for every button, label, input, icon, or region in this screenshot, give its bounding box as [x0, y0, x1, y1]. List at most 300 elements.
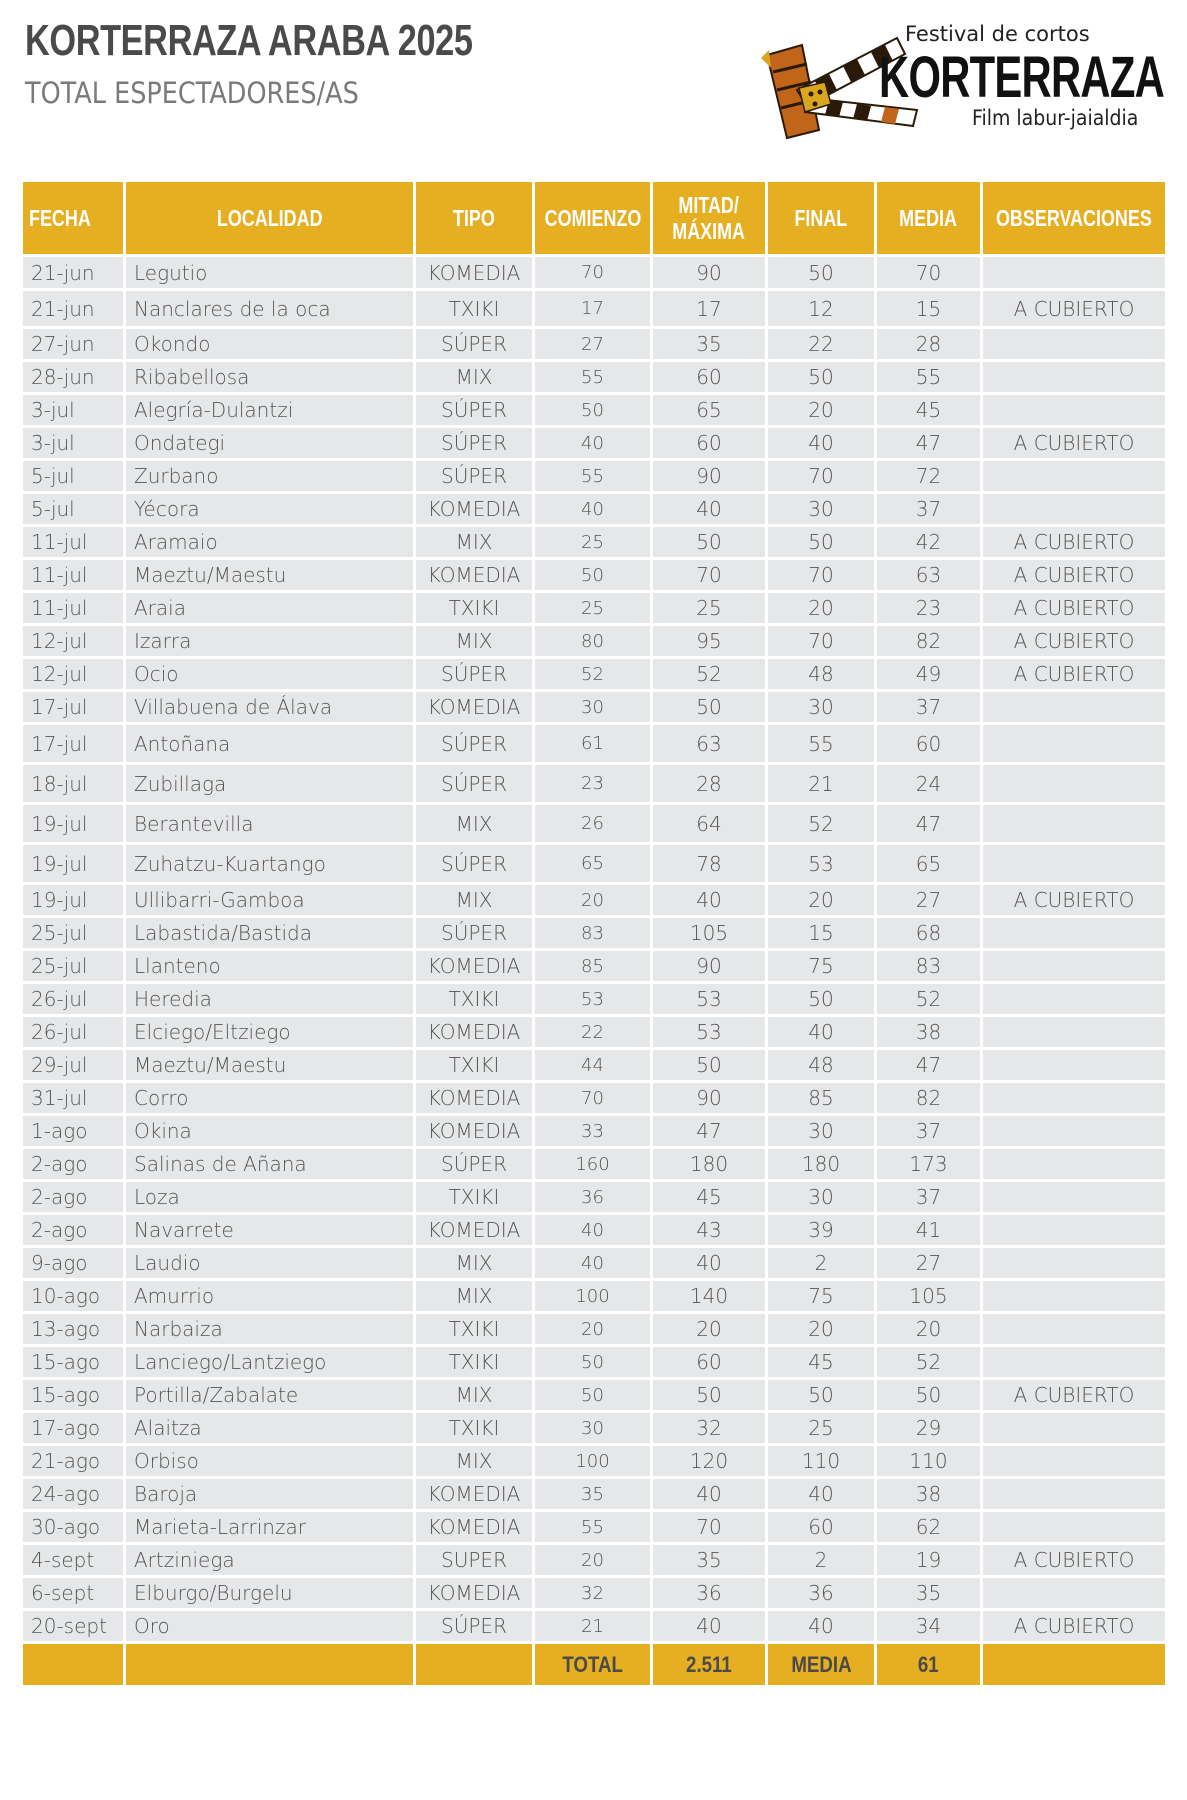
cell-final: 2	[768, 1545, 874, 1575]
cell-final: 30	[768, 692, 874, 722]
cell-tipo: SÚPER	[416, 461, 532, 491]
cell-localidad: Salinas de Añana	[126, 1149, 413, 1179]
cell-fecha: 12-jul	[23, 626, 123, 656]
cell-fecha: 21-jun	[23, 291, 123, 326]
cell-localidad: Labastida/Bastida	[126, 918, 413, 948]
cell-mitad-maxima: 43	[653, 1215, 765, 1245]
cell-comienzo: 36	[535, 1182, 650, 1212]
cell-media: 110	[877, 1446, 980, 1476]
cell-fecha: 18-jul	[23, 765, 123, 802]
cell-observaciones	[983, 845, 1165, 882]
cell-tipo: KOMEDIA	[416, 494, 532, 524]
cell-fecha: 26-jul	[23, 1017, 123, 1047]
cell-fecha: 6-sept	[23, 1578, 123, 1608]
cell-localidad: Villabuena de Álava	[126, 692, 413, 722]
cell-observaciones	[983, 329, 1165, 359]
cell-tipo: TXIKI	[416, 1413, 532, 1443]
cell-media: 55	[877, 362, 980, 392]
header-col-mitad-maxima	[653, 182, 765, 254]
cell-fecha: 15-ago	[23, 1380, 123, 1410]
footer-total-value	[653, 1644, 765, 1685]
cell-mitad-maxima: 90	[653, 951, 765, 981]
cell-comienzo: 23	[535, 765, 650, 802]
cell-mitad-maxima: 120	[653, 1446, 765, 1476]
cell-fecha: 24-ago	[23, 1479, 123, 1509]
cell-tipo: SÚPER	[416, 845, 532, 882]
cell-comienzo: 40	[535, 1215, 650, 1245]
cell-tipo: KOMEDIA	[416, 1083, 532, 1113]
cell-observaciones	[983, 765, 1165, 802]
cell-tipo: KOMEDIA	[416, 1215, 532, 1245]
logo-bottom-text: Film labur-jaialdia	[972, 106, 1139, 130]
cell-localidad: Legutio	[126, 257, 413, 288]
cell-tipo: TXIKI	[416, 1347, 532, 1377]
cell-observaciones: A CUBIERTO	[983, 626, 1165, 656]
cell-mitad-maxima: 60	[653, 1347, 765, 1377]
cell-tipo: TXIKI	[416, 291, 532, 326]
cell-comienzo: 52	[535, 659, 650, 689]
cell-localidad: Alegría-Dulantzi	[126, 395, 413, 425]
header-col-media	[877, 182, 980, 254]
cell-mitad-maxima: 70	[653, 560, 765, 590]
cell-observaciones	[983, 984, 1165, 1014]
cell-mitad-maxima: 47	[653, 1116, 765, 1146]
cell-media: 70	[877, 257, 980, 288]
logo-top-text: Festival de cortos	[905, 22, 1090, 46]
cell-comienzo: 50	[535, 560, 650, 590]
cell-localidad: Maeztu/Maestu	[126, 1050, 413, 1080]
cell-mitad-maxima: 52	[653, 659, 765, 689]
cell-fecha: 11-jul	[23, 560, 123, 590]
cell-fecha: 9-ago	[23, 1248, 123, 1278]
cell-media: 62	[877, 1512, 980, 1542]
cell-fecha: 12-jul	[23, 659, 123, 689]
cell-localidad: Zurbano	[126, 461, 413, 491]
cell-comienzo: 20	[535, 1545, 650, 1575]
header-label: TIPO	[453, 204, 495, 231]
cell-localidad: Corro	[126, 1083, 413, 1113]
cell-final: 70	[768, 626, 874, 656]
cell-final: 30	[768, 1116, 874, 1146]
cell-fecha: 10-ago	[23, 1281, 123, 1311]
cell-observaciones	[983, 1479, 1165, 1509]
cell-observaciones	[983, 1578, 1165, 1608]
cell-mitad-maxima: 35	[653, 329, 765, 359]
cell-media: 47	[877, 805, 980, 842]
cell-mitad-maxima: 95	[653, 626, 765, 656]
cell-tipo: MIX	[416, 805, 532, 842]
cell-mitad-maxima: 70	[653, 1512, 765, 1542]
cell-comienzo: 100	[535, 1446, 650, 1476]
cell-mitad-maxima: 50	[653, 692, 765, 722]
cell-final: 15	[768, 918, 874, 948]
cell-final: 48	[768, 659, 874, 689]
cell-fecha: 30-ago	[23, 1512, 123, 1542]
cell-comienzo: 32	[535, 1578, 650, 1608]
cell-tipo: KOMEDIA	[416, 1512, 532, 1542]
cell-mitad-maxima: 35	[653, 1545, 765, 1575]
cell-media: 23	[877, 593, 980, 623]
footer-media-value	[877, 1644, 980, 1685]
header-col-comienzo	[535, 182, 650, 254]
cell-tipo: KOMEDIA	[416, 257, 532, 288]
cell-final: 50	[768, 362, 874, 392]
cell-observaciones	[983, 1017, 1165, 1047]
footer-empty	[23, 1644, 123, 1685]
cell-localidad: Elburgo/Burgelu	[126, 1578, 413, 1608]
cell-observaciones	[983, 692, 1165, 722]
cell-fecha: 17-jul	[23, 725, 123, 762]
cell-fecha: 2-ago	[23, 1149, 123, 1179]
cell-localidad: Ullibarri-Gamboa	[126, 885, 413, 915]
cell-media: 105	[877, 1281, 980, 1311]
cell-mitad-maxima: 50	[653, 527, 765, 557]
cell-tipo: TXIKI	[416, 1050, 532, 1080]
cell-comienzo: 83	[535, 918, 650, 948]
cell-comienzo: 80	[535, 626, 650, 656]
cell-tipo: MIX	[416, 626, 532, 656]
cell-media: 41	[877, 1215, 980, 1245]
cell-mitad-maxima: 45	[653, 1182, 765, 1212]
cell-localidad: Oro	[126, 1611, 413, 1641]
cell-comienzo: 50	[535, 1347, 650, 1377]
cell-comienzo: 35	[535, 1479, 650, 1509]
cell-final: 85	[768, 1083, 874, 1113]
cell-media: 24	[877, 765, 980, 802]
cell-media: 68	[877, 918, 980, 948]
cell-media: 37	[877, 1182, 980, 1212]
cell-comienzo: 40	[535, 428, 650, 458]
cell-tipo: SUPER	[416, 1545, 532, 1575]
cell-mitad-maxima: 17	[653, 291, 765, 326]
header-label: FECHA	[29, 204, 91, 231]
cell-mitad-maxima: 40	[653, 1479, 765, 1509]
cell-observaciones	[983, 395, 1165, 425]
cell-tipo: SÚPER	[416, 918, 532, 948]
cell-localidad: Okondo	[126, 329, 413, 359]
cell-localidad: Antoñana	[126, 725, 413, 762]
cell-localidad: Artziniega	[126, 1545, 413, 1575]
cell-comienzo: 53	[535, 984, 650, 1014]
cell-observaciones	[983, 725, 1165, 762]
cell-final: 20	[768, 1314, 874, 1344]
cell-media: 19	[877, 1545, 980, 1575]
cell-media: 83	[877, 951, 980, 981]
cell-final: 21	[768, 765, 874, 802]
cell-comienzo: 85	[535, 951, 650, 981]
footer-empty	[983, 1644, 1165, 1685]
cell-final: 20	[768, 395, 874, 425]
cell-tipo: SÚPER	[416, 1149, 532, 1179]
cell-observaciones	[983, 1248, 1165, 1278]
cell-observaciones	[983, 1083, 1165, 1113]
cell-fecha: 25-jul	[23, 918, 123, 948]
cell-fecha: 17-ago	[23, 1413, 123, 1443]
cell-media: 63	[877, 560, 980, 590]
cell-final: 40	[768, 1611, 874, 1641]
footer-media-label-text: MEDIA	[790, 1651, 852, 1677]
cell-media: 37	[877, 1116, 980, 1146]
cell-localidad: Orbiso	[126, 1446, 413, 1476]
cell-observaciones	[983, 362, 1165, 392]
cell-observaciones: A CUBIERTO	[983, 428, 1165, 458]
cell-localidad: Narbaiza	[126, 1314, 413, 1344]
cell-observaciones	[983, 805, 1165, 842]
cell-localidad: Okina	[126, 1116, 413, 1146]
cell-observaciones	[983, 1182, 1165, 1212]
cell-media: 65	[877, 845, 980, 882]
cell-media: 52	[877, 1347, 980, 1377]
header-col-localidad	[126, 182, 413, 254]
page-subtitle: TOTAL ESPECTADORES/AS	[25, 76, 359, 110]
cell-final: 48	[768, 1050, 874, 1080]
cell-mitad-maxima: 105	[653, 918, 765, 948]
cell-fecha: 31-jul	[23, 1083, 123, 1113]
cell-comienzo: 70	[535, 1083, 650, 1113]
cell-fecha: 19-jul	[23, 805, 123, 842]
cell-tipo: KOMEDIA	[416, 1479, 532, 1509]
cell-tipo: SÚPER	[416, 395, 532, 425]
cell-comienzo: 70	[535, 257, 650, 288]
cell-final: 25	[768, 1413, 874, 1443]
cell-fecha: 17-jul	[23, 692, 123, 722]
cell-localidad: Nanclares de la oca	[126, 291, 413, 326]
cell-mitad-maxima: 90	[653, 461, 765, 491]
cell-fecha: 19-jul	[23, 845, 123, 882]
header-col-final	[768, 182, 874, 254]
cell-final: 52	[768, 805, 874, 842]
cell-fecha: 5-jul	[23, 461, 123, 491]
cell-tipo: MIX	[416, 1380, 532, 1410]
cell-fecha: 3-jul	[23, 395, 123, 425]
cell-mitad-maxima: 50	[653, 1380, 765, 1410]
cell-final: 40	[768, 428, 874, 458]
cell-final: 20	[768, 593, 874, 623]
cell-localidad: Ribabellosa	[126, 362, 413, 392]
header-col-observaciones	[983, 182, 1165, 254]
cell-comienzo: 40	[535, 494, 650, 524]
cell-comienzo: 25	[535, 527, 650, 557]
cell-fecha: 11-jul	[23, 593, 123, 623]
cell-mitad-maxima: 60	[653, 362, 765, 392]
cell-tipo: MIX	[416, 885, 532, 915]
cell-final: 50	[768, 1380, 874, 1410]
cell-localidad: Izarra	[126, 626, 413, 656]
cell-tipo: MIX	[416, 1281, 532, 1311]
cell-fecha: 11-jul	[23, 527, 123, 557]
cell-fecha: 2-ago	[23, 1182, 123, 1212]
cell-localidad: Araia	[126, 593, 413, 623]
cell-final: 50	[768, 257, 874, 288]
cell-localidad: Amurrio	[126, 1281, 413, 1311]
cell-mitad-maxima: 20	[653, 1314, 765, 1344]
cell-comienzo: 55	[535, 1512, 650, 1542]
cell-fecha: 13-ago	[23, 1314, 123, 1344]
cell-localidad: Laudio	[126, 1248, 413, 1278]
cell-observaciones	[983, 1116, 1165, 1146]
cell-comienzo: 20	[535, 1314, 650, 1344]
cell-comienzo: 55	[535, 362, 650, 392]
cell-tipo: SÚPER	[416, 428, 532, 458]
cell-final: 20	[768, 885, 874, 915]
cell-comienzo: 20	[535, 885, 650, 915]
cell-comienzo: 160	[535, 1149, 650, 1179]
logo-main-text: KORTERRAZA	[879, 45, 1165, 110]
cell-mitad-maxima: 53	[653, 1017, 765, 1047]
cell-media: 49	[877, 659, 980, 689]
cell-localidad: Portilla/Zabalate	[126, 1380, 413, 1410]
cell-localidad: Maeztu/Maestu	[126, 560, 413, 590]
cell-comienzo: 65	[535, 845, 650, 882]
cell-localidad: Yécora	[126, 494, 413, 524]
cell-tipo: MIX	[416, 1446, 532, 1476]
cell-media: 82	[877, 626, 980, 656]
cell-localidad: Elciego/Eltziego	[126, 1017, 413, 1047]
page-title: KORTERRAZA ARABA 2025	[25, 16, 473, 65]
cell-fecha: 5-jul	[23, 494, 123, 524]
cell-media: 173	[877, 1149, 980, 1179]
cell-final: 36	[768, 1578, 874, 1608]
cell-tipo: KOMEDIA	[416, 1116, 532, 1146]
cell-comienzo: 30	[535, 692, 650, 722]
cell-localidad: Ocio	[126, 659, 413, 689]
cell-localidad: Alaitza	[126, 1413, 413, 1443]
cell-final: 55	[768, 725, 874, 762]
cell-mitad-maxima: 90	[653, 1083, 765, 1113]
cell-final: 12	[768, 291, 874, 326]
cell-fecha: 1-ago	[23, 1116, 123, 1146]
cell-media: 27	[877, 885, 980, 915]
cell-observaciones: A CUBIERTO	[983, 1611, 1165, 1641]
cell-fecha: 27-jun	[23, 329, 123, 359]
cell-comienzo: 17	[535, 291, 650, 326]
cell-localidad: Heredia	[126, 984, 413, 1014]
cell-tipo: MIX	[416, 1248, 532, 1278]
cell-tipo: TXIKI	[416, 1182, 532, 1212]
header-label: FINAL	[794, 204, 848, 231]
cell-observaciones	[983, 1413, 1165, 1443]
cell-observaciones	[983, 257, 1165, 288]
header-label: MEDIA	[899, 204, 958, 231]
cell-localidad: Baroja	[126, 1479, 413, 1509]
cell-tipo: TXIKI	[416, 593, 532, 623]
cell-fecha: 25-jul	[23, 951, 123, 981]
footer-empty	[416, 1644, 532, 1685]
cell-comienzo: 61	[535, 725, 650, 762]
cell-media: 15	[877, 291, 980, 326]
cell-localidad: Aramaio	[126, 527, 413, 557]
cell-media: 72	[877, 461, 980, 491]
cell-observaciones: A CUBIERTO	[983, 593, 1165, 623]
cell-observaciones: A CUBIERTO	[983, 527, 1165, 557]
cell-fecha: 21-jun	[23, 257, 123, 288]
cell-localidad: Lanciego/Lantziego	[126, 1347, 413, 1377]
cell-observaciones	[983, 1314, 1165, 1344]
cell-final: 39	[768, 1215, 874, 1245]
cell-localidad: Zuhatzu-Kuartango	[126, 845, 413, 882]
cell-observaciones: A CUBIERTO	[983, 560, 1165, 590]
cell-final: 50	[768, 984, 874, 1014]
cell-observaciones	[983, 1215, 1165, 1245]
cell-final: 53	[768, 845, 874, 882]
cell-final: 70	[768, 461, 874, 491]
cell-mitad-maxima: 32	[653, 1413, 765, 1443]
cell-media: 47	[877, 1050, 980, 1080]
footer-media-label	[768, 1644, 874, 1685]
cell-media: 52	[877, 984, 980, 1014]
cell-observaciones: A CUBIERTO	[983, 885, 1165, 915]
cell-media: 38	[877, 1017, 980, 1047]
cell-final: 75	[768, 1281, 874, 1311]
cell-media: 35	[877, 1578, 980, 1608]
cell-comienzo: 100	[535, 1281, 650, 1311]
cell-tipo: KOMEDIA	[416, 1017, 532, 1047]
cell-media: 37	[877, 494, 980, 524]
cell-observaciones: A CUBIERTO	[983, 291, 1165, 326]
cell-localidad: Navarrete	[126, 1215, 413, 1245]
cell-final: 30	[768, 1182, 874, 1212]
cell-localidad: Marieta-Larrinzar	[126, 1512, 413, 1542]
cell-comienzo: 55	[535, 461, 650, 491]
cell-observaciones: A CUBIERTO	[983, 1380, 1165, 1410]
cell-tipo: SÚPER	[416, 725, 532, 762]
cell-comienzo: 22	[535, 1017, 650, 1047]
cell-mitad-maxima: 64	[653, 805, 765, 842]
cell-final: 110	[768, 1446, 874, 1476]
cell-mitad-maxima: 40	[653, 494, 765, 524]
cell-comienzo: 30	[535, 1413, 650, 1443]
spectators-table	[23, 182, 1167, 1685]
cell-comienzo: 25	[535, 593, 650, 623]
cell-mitad-maxima: 50	[653, 1050, 765, 1080]
cell-fecha: 4-sept	[23, 1545, 123, 1575]
cell-tipo: KOMEDIA	[416, 951, 532, 981]
footer-total-label	[535, 1644, 650, 1685]
cell-tipo: SÚPER	[416, 659, 532, 689]
festival-logo	[757, 20, 1167, 140]
cell-media: 42	[877, 527, 980, 557]
footer-total-value-text: 2.511	[686, 1651, 732, 1677]
cell-comienzo: 44	[535, 1050, 650, 1080]
cell-media: 38	[877, 1479, 980, 1509]
cell-observaciones	[983, 1050, 1165, 1080]
cell-mitad-maxima: 28	[653, 765, 765, 802]
cell-media: 20	[877, 1314, 980, 1344]
footer-media-value-text: 61	[918, 1651, 939, 1677]
cell-fecha: 15-ago	[23, 1347, 123, 1377]
cell-observaciones	[983, 1281, 1165, 1311]
cell-media: 29	[877, 1413, 980, 1443]
cell-localidad: Berantevilla	[126, 805, 413, 842]
cell-fecha: 21-ago	[23, 1446, 123, 1476]
header-label: MITAD/ MÁXIMA	[672, 191, 746, 244]
cell-localidad: Llanteno	[126, 951, 413, 981]
cell-fecha: 29-jul	[23, 1050, 123, 1080]
cell-fecha: 2-ago	[23, 1215, 123, 1245]
cell-fecha: 20-sept	[23, 1611, 123, 1641]
cell-mitad-maxima: 25	[653, 593, 765, 623]
cell-comienzo: 26	[535, 805, 650, 842]
cell-final: 40	[768, 1017, 874, 1047]
cell-mitad-maxima: 63	[653, 725, 765, 762]
cell-tipo: SÚPER	[416, 765, 532, 802]
cell-mitad-maxima: 53	[653, 984, 765, 1014]
cell-tipo: TXIKI	[416, 1314, 532, 1344]
cell-tipo: KOMEDIA	[416, 1578, 532, 1608]
cell-final: 40	[768, 1479, 874, 1509]
cell-fecha: 19-jul	[23, 885, 123, 915]
cell-media: 47	[877, 428, 980, 458]
